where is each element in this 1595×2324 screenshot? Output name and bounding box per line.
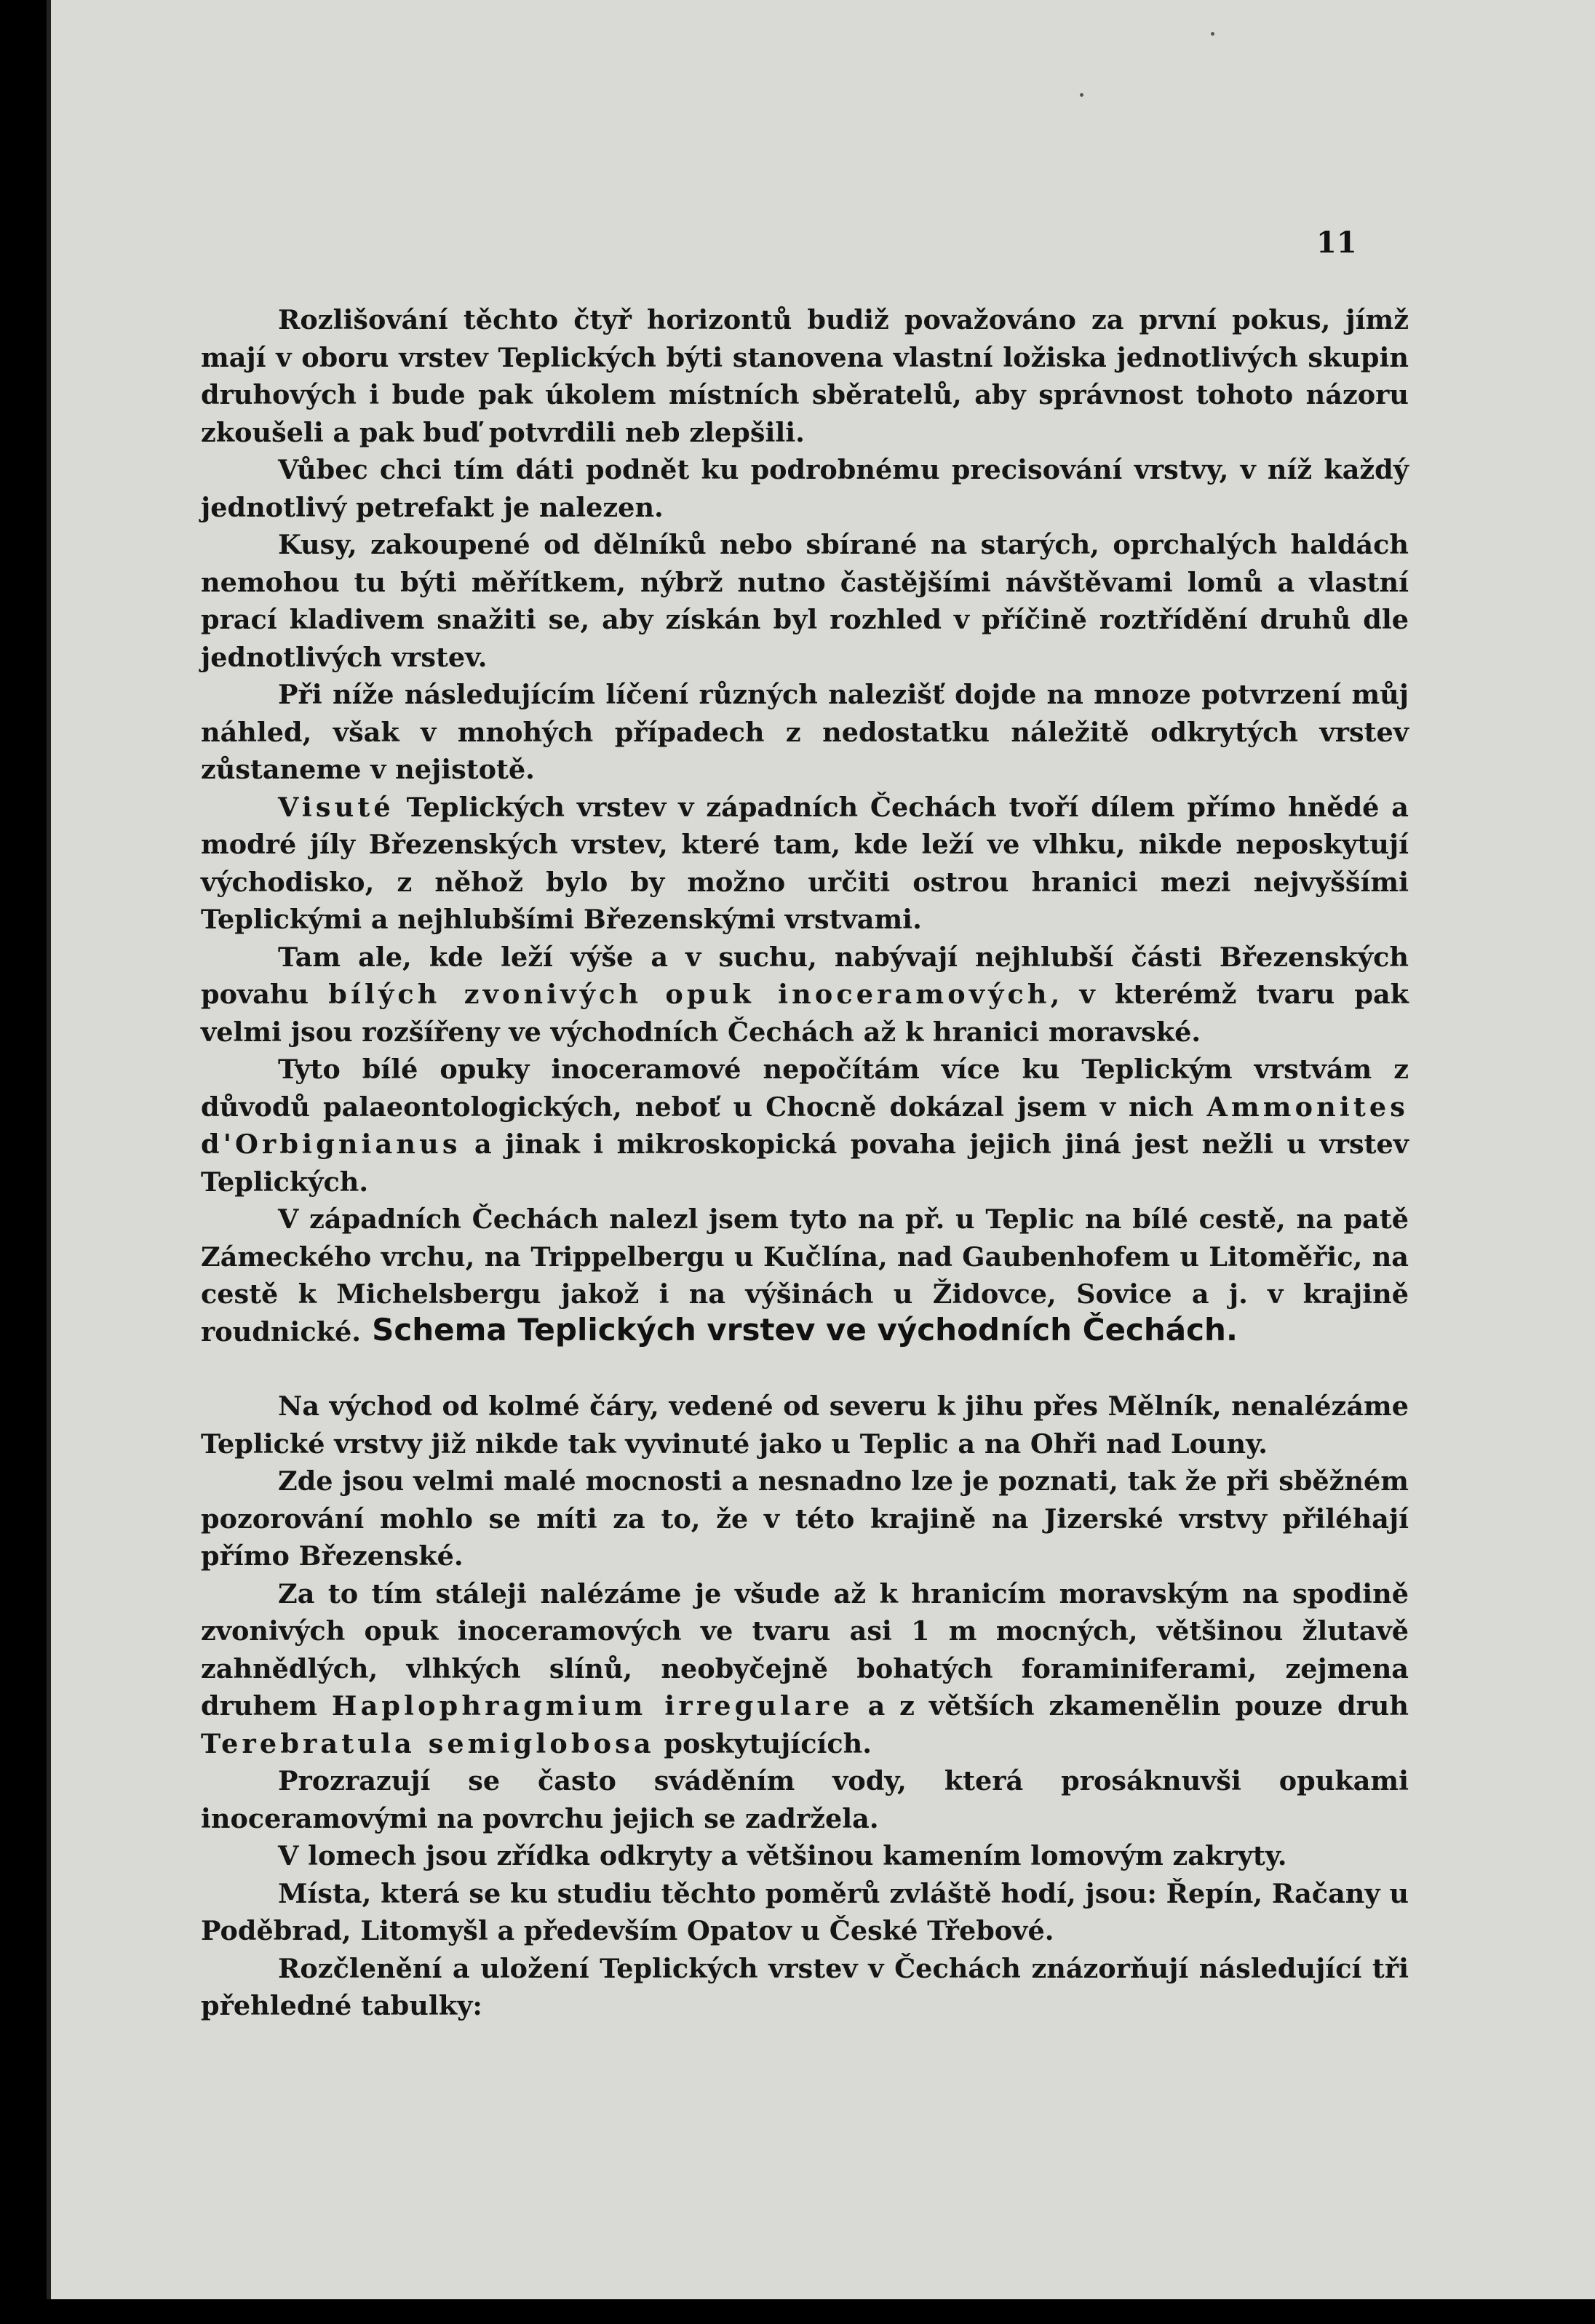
paragraph-text: a z větších zkamenělin pouze druh xyxy=(853,1690,1409,1722)
emphasis-term: Terebratula semiglobosa xyxy=(201,1727,655,1759)
emphasis-term: Haplophragmium irregulare xyxy=(331,1690,854,1722)
section-heading: Schema Teplických vrstev ve východních Čechách. xyxy=(372,1312,1238,1348)
paragraph-white-opuka xyxy=(201,939,1409,1051)
emphasis-term: Ammonites d'Orbignianus xyxy=(201,1091,1409,1160)
paragraph-western-bohemia: V západních Čechách nalezl jsem tyto na př. u Teplic na bílé cestě, na patě Zámeckého vrchu, na Trippelbergu u Kučlína, nad Gaubenhofem u Litoměřic, na cestě k Michelsbergu jakož i na výšinách u Židovce, Sovice a j. v krajině roudnické. xyxy=(201,1203,1409,1348)
page-number: 11 xyxy=(1316,226,1357,260)
paragraph-water: Prozrazují se často sváděním vody, která prosáknuvši opukami inoceramovými na povrchu jejich se zadržela. xyxy=(201,1765,1409,1834)
body-text-schema xyxy=(201,1388,1409,2025)
paragraph-text: Teplických vrstev v západních Čechách tvoří dílem přímo hnědé a modré jíly Březenských vrstev, které tam, kde leží ve vlhku, nikde neposkytují východisko, z něhož bylo by možno určiti ostrou hranici mezi nejvyššími Teplickými a nejhlubšími Březenskými vrstvami. xyxy=(201,791,1409,935)
paragraph-study-sites: Místa, která se ku studiu těchto poměrů zvláště hodí, jsou: Řepín, Račany u Poděbrad, Litomyšl a především Opatov u České Třebové. xyxy=(201,1877,1409,1946)
body-text-intro xyxy=(201,301,1409,1350)
paragraph-text: a jinak i mikroskopická povaha jejich jiná jest nežli u vrstev Teplických. xyxy=(201,1129,1409,1198)
paragraph-hanging-layers xyxy=(201,789,1409,939)
paragraph-quarry-work: Kusy, zakoupené od dělníků nebo sbírané na starých, oprchalých haldách nemohou tu býti měřítkem, nýbrž nutno častějšími návštěvami lomů a vlastní prací kladivem snažiti se, aby získán byl rozhled v příčině roztřídění druhů dle jednotlivých vrstev. xyxy=(201,529,1409,673)
page-binding-edge xyxy=(47,0,51,2299)
paragraph-inoceramus-opuka xyxy=(201,1051,1409,1201)
paragraph-text: Tyto bílé opuky inoceramové nepočítám více ku Teplickým vrstvám z důvodů palaeontologických, neboť u Chocně dokázal jsem v nich xyxy=(201,1054,1409,1123)
paragraph-text: Za to tím stáleji nalézáme je všude až k hranicím moravským na spodině zvonivých opuk inoceramových ve tvaru asi 1 m mocných, většinou žlutavě zahnědlých, vlhkých slínů, neobyčejně bohatých foraminiferami, zejmena druhem xyxy=(201,1577,1409,1722)
paragraph-tables-intro: Rozčlenění a uložení Teplických vrstev v Čechách znázorňují následující tři přehledné tabulky: xyxy=(201,1952,1409,2021)
paragraph-text: poskytujících. xyxy=(654,1727,872,1759)
paragraph-clays xyxy=(201,1575,1409,1763)
paragraph-quarries: V lomech jsou zřídka odkryty a většinou kamením lomovým zakryty. xyxy=(278,1840,1287,1871)
paragraph-text: Tam ale, kde leží výše a v suchu, nabývají nejhlubší části Březenských povahu xyxy=(201,941,1409,1010)
paragraph-confirmation: Při níže následujícím líčení různých nalezišť dojde na mnoze potvrzení můj náhled, však v mnohých případech z nedostatku náležitě odkrytých vrstev zůstaneme v nejistotě. xyxy=(201,679,1409,785)
paragraph-horizons: Rozlišování těchto čtyř horizontů budiž považováno za první pokus, jímž mají v oboru vrstev Teplických býti stanovena vlastní ložiska jednotlivých skupin druhových i bude pak úkolem místních sběratelů, aby správnost tohoto názoru zkoušeli a pak buď potvrdili neb zlepšili. xyxy=(201,304,1409,448)
paragraph-east-of-melnik: Na východ od kolmé čáry, vedené od severu k jihu přes Mělník, nenalézáme Teplické vrstvy již nikde tak vyvinuté jako u Teplic a na Ohři nad Louny. xyxy=(201,1390,1409,1460)
paragraph-text: , v kterémž tvaru pak velmi jsou rozšířeny ve východních Čechách až k hranici moravské. xyxy=(201,979,1409,1048)
emphasis-term: Visuté xyxy=(278,791,394,823)
scan-speck xyxy=(1080,93,1083,97)
emphasis-term: bílých zvonivých opuk inoceramových xyxy=(328,979,1051,1010)
paragraph-small-thickness: Zde jsou velmi malé mocnosti a nesnadno lze je poznati, tak že při sběžném pozorování mohlo se míti za to, že v této krajině na Jizerské vrstvy přiléhají přímo Březenské. xyxy=(201,1465,1409,1572)
scanned-page xyxy=(47,0,1595,2299)
scan-speck xyxy=(1211,32,1214,36)
paragraph-precision: Vůbec chci tím dáti podnět ku podrobnému precisování vrstvy, v níž každý jednotlivý petrefakt je nalezen. xyxy=(201,454,1409,523)
